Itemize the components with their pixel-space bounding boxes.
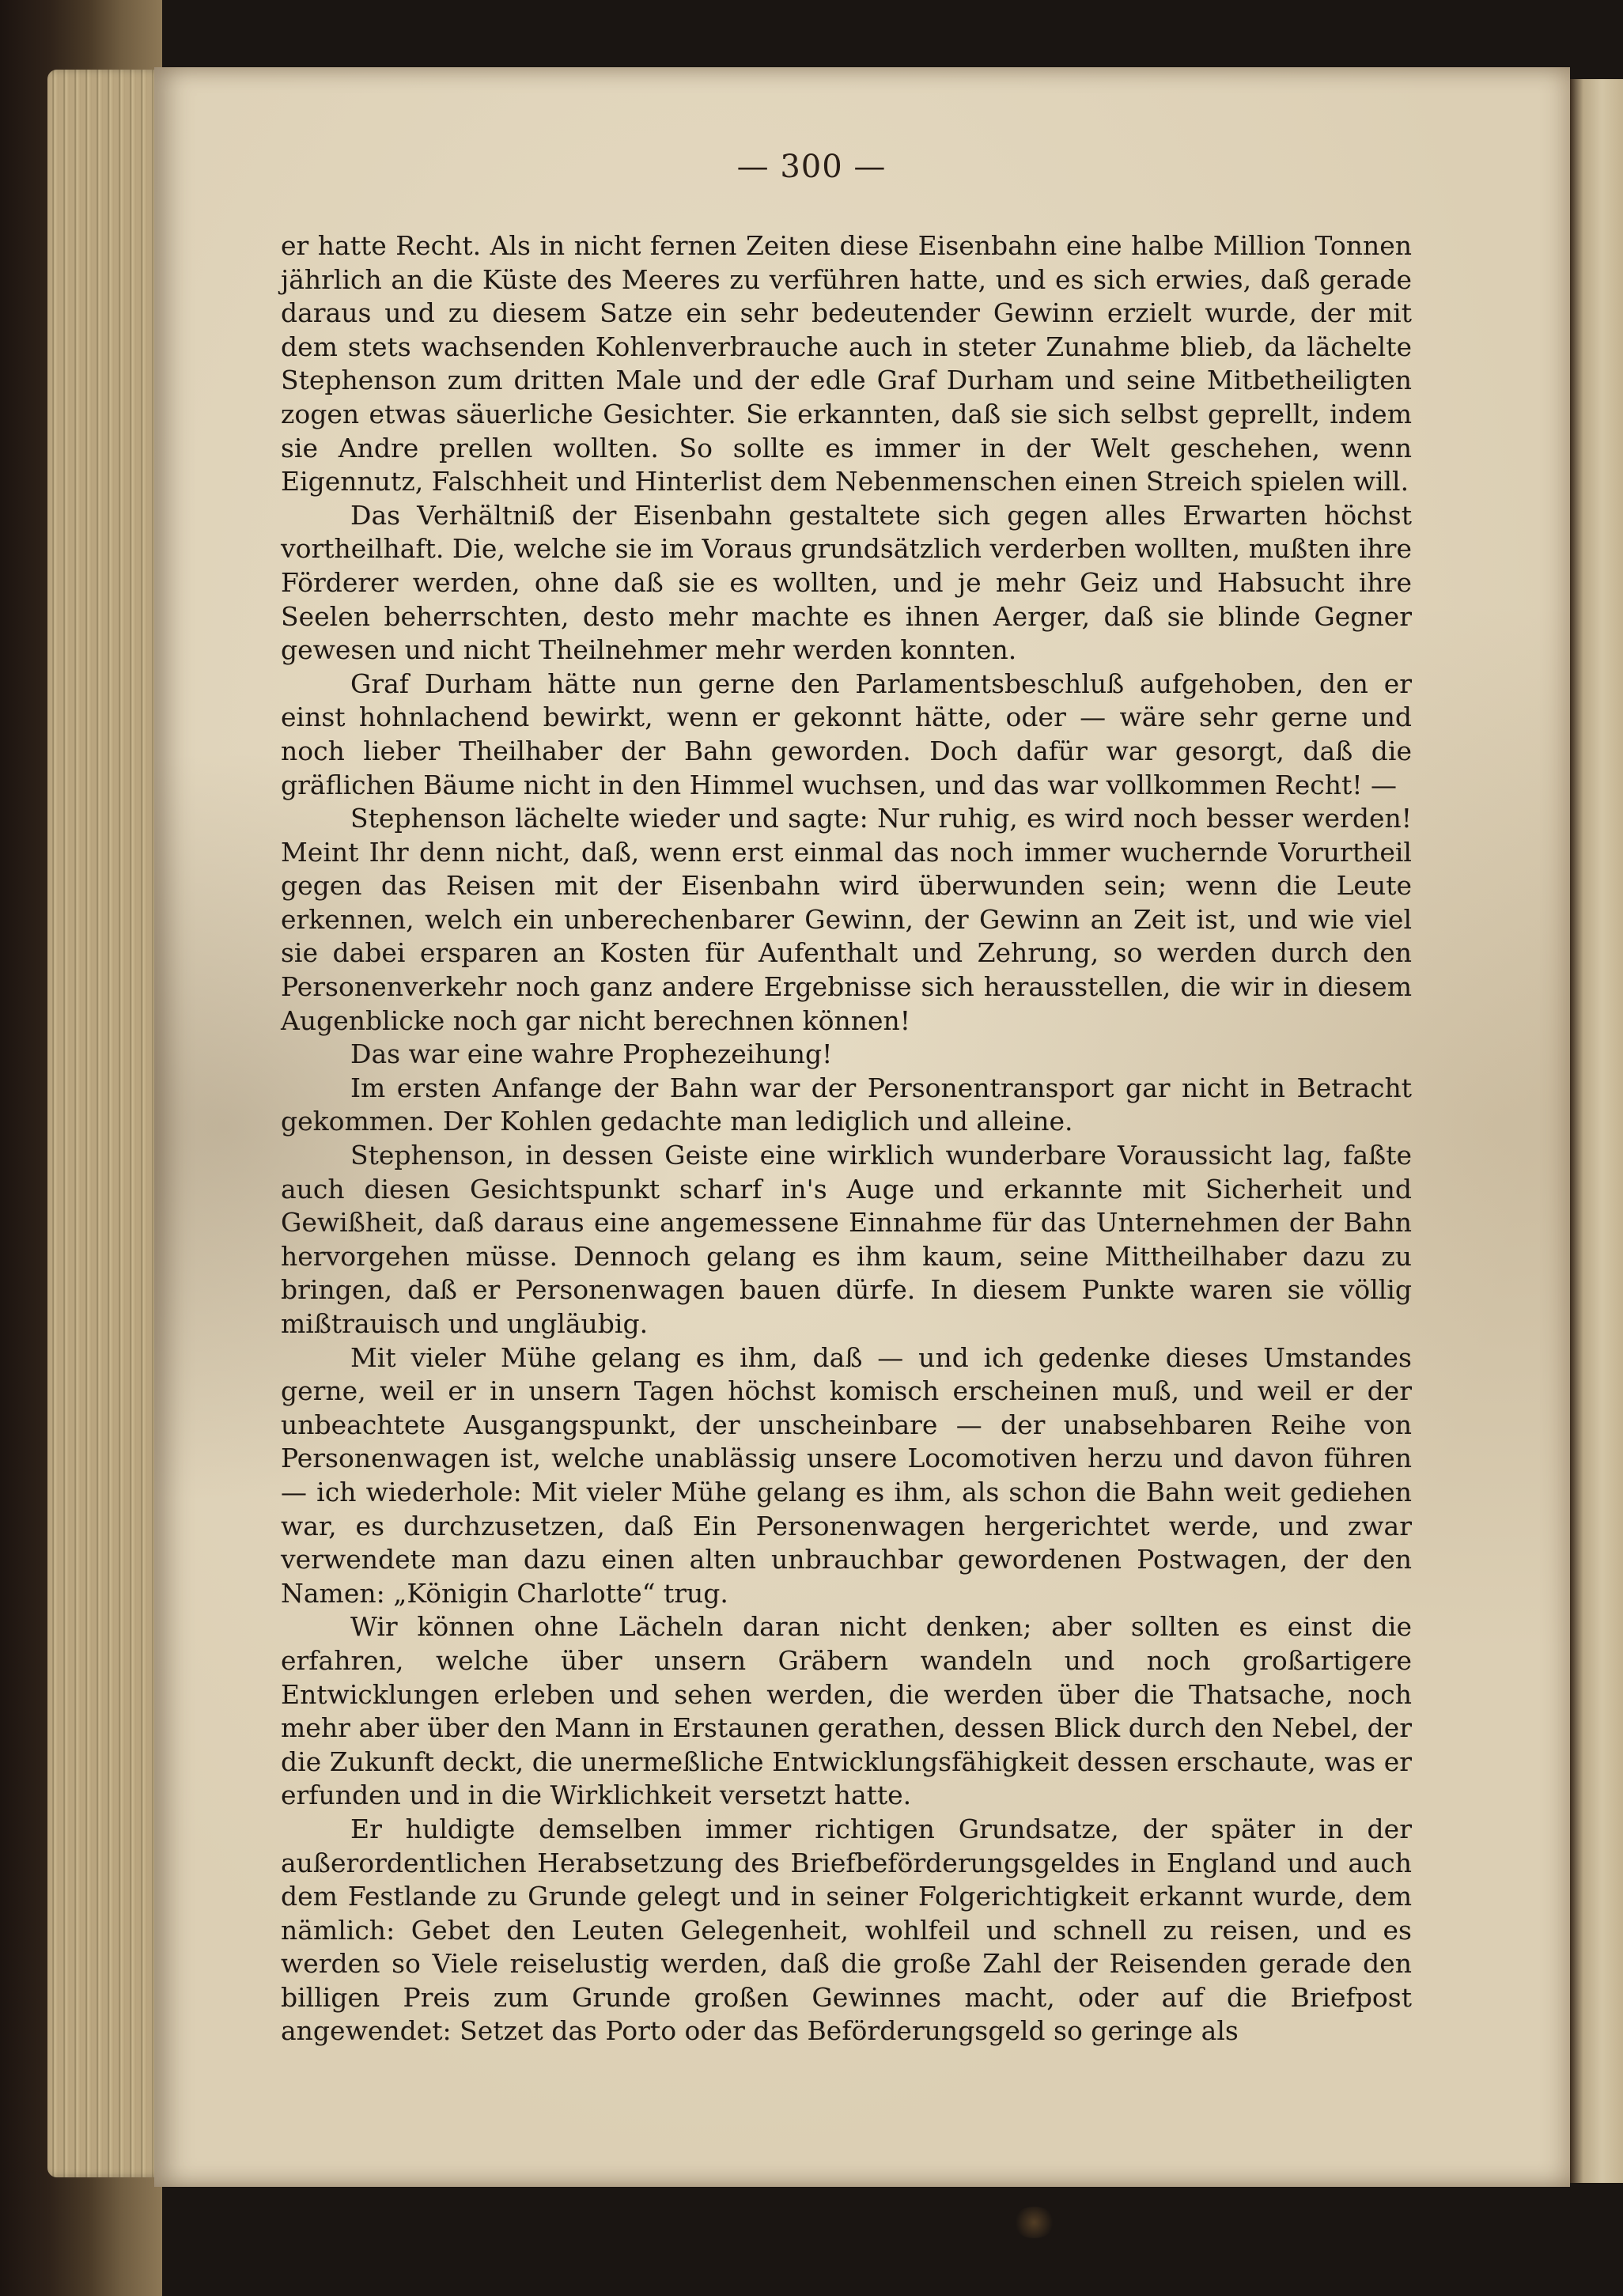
page-number: — 300 — <box>736 149 887 185</box>
page-stack-edge <box>47 70 166 2177</box>
body-text <box>281 229 1412 2048</box>
paragraph: Stephenson, in dessen Geiste eine wirklich wunderbare Voraussicht lag, faßte auch diesen Gesichtspunkt scharf in's Auge und erkannte mit Sicherheit und Gewißheit, daß daraus eine angemessene Einnahme für das Unternehmen der Bahn hervorgehen müsse. Dennoch gelang es ihm kaum, seine Mittheilhaber dazu zu bringen, daß er Personenwagen bauen dürfe. In diesem Punkte waren sie völlig mißtrauisch und ungläubig. <box>281 1140 1412 1339</box>
paragraph: Das Verhältniß der Eisenbahn gestaltete sich gegen alles Erwarten höchst vortheilhaft. Die, welche sie im Voraus grundsätzlich verderben wollten, mußten ihre Förderer werden, ohne daß sie es wollten, und je mehr Geiz und Habsucht ihre Seelen beherrschten, desto mehr machte es ihnen Aerger, daß sie blinde Gegner gewesen und nicht Theilnehmer mehr werden konnten. <box>281 499 1412 666</box>
paper-stain <box>1012 2207 1056 2238</box>
paragraph: Das war eine wahre Prophezeihung! <box>350 1038 833 1070</box>
paragraph: er hatte Recht. Als in nicht fernen Zeiten diese Eisenbahn eine halbe Million Tonnen jährlich an die Küste des Meeres zu verführen hatte, und es sich erwies, daß gerade daraus und zu diesem Satze ein sehr bedeutender Gewinn erzielt wurde, der mit dem stets wachsenden Kohlenverbrauche auch in steter Zunahme blieb, da lächelte Stephenson zum dritten Male und der edle Graf Durham und seine Mitbetheiligten zogen etwas säuerliche Gesichter. Sie erkannten, daß sie sich selbst geprellt, indem sie Andre prellen wollten. So sollte es immer in der Welt geschehen, wenn Eigennutz, Falschheit und Hinterlist dem Nebenmenschen einen Streich spielen will. <box>281 230 1412 497</box>
paragraph: Stephenson lächelte wieder und sagte: Nur ruhig, es wird noch besser werden! Meint Ihr denn nicht, daß, wenn erst einmal das noch immer wuchernde Vorurtheil gegen das Reisen mit der Eisenbahn wird überwunden sein; wenn die Leute erkennen, welch ein unberechenbarer Gewinn, der Gewinn an Zeit ist, und wie viel sie dabei ersparen an Kosten für Aufenthalt und Zehrung, so werden durch den Personenverkehr noch ganz andere Ergebnisse sich herausstellen, die wir in diesem Augenblicke noch gar nicht berechnen können! <box>281 803 1412 1036</box>
paragraph: Mit vieler Mühe gelang es ihm, daß — und ich gedenke dieses Umstandes gerne, weil er in unsern Tagen höchst komisch erscheinen muß, und weil er der unbeachtete Ausgangspunkt, der unscheinbare — der unabsehbaren Reihe von Personenwagen ist, welche unablässig unsere Locomotiven herzu und davon führen — ich wiederhole: Mit vieler Mühe gelang es ihm, als schon die Bahn weit gediehen war, es durchzusetzen, daß Ein Personenwagen hergerichtet werde, und zwar verwendete man dazu einen alten unbrauchbar gewordenen Postwagen, der den Namen: „Königin Charlotte“ trug. <box>281 1341 1412 1609</box>
paragraph: Er huldigte demselben immer richtigen Grundsatze, der später in der außerordentlichen Herabsetzung des Briefbeförderungsgeldes in England und auch dem Festlande zu Grunde gelegt und in seiner Folgerichtigkeit erkannt wurde, dem nämlich: Gebet den Leuten Gelegenheit, wohlfeil und schnell zu reisen, und es werden so Viele reiselustig werden, daß die große Zahl der Reisenden gerade den billigen Preis zum Grunde großen Gewinnes macht, oder auf die Briefpost angewendet: Setzet das Porto oder das Beförderungsgeld so geringe als <box>281 1813 1412 2047</box>
paragraph: Graf Durham hätte nun gerne den Parlamentsbeschluß aufgehoben, den er einst hohnlachend bewirkt, wenn er gekonnt hätte, oder — wäre sehr gerne und noch lieber Theilhaber der Bahn geworden. Doch dafür war gesorgt, daß die gräflichen Bäume nicht in den Himmel wuchsen, und das war vollkommen Recht! — <box>281 668 1412 800</box>
facing-page-edge <box>1570 79 1623 2183</box>
paragraph: Im ersten Anfange der Bahn war der Personentransport gar nicht in Betracht gekommen. Der Kohlen gedachte man lediglich und alleine. <box>281 1072 1412 1137</box>
paragraph: Wir können ohne Lächeln daran nicht denken; aber sollten es einst die erfahren, welche über unsern Gräbern wandeln und noch großartigere Entwicklungen erleben und sehen werden, die werden über die Thatsache, noch mehr aber über den Mann in Erstaunen gerathen, dessen Blick durch den Nebel, der die Zukunft deckt, die unermeßliche Entwicklungsfähigkeit dessen erschaute, was er erfunden und in die Wirklichkeit versetzt hatte. <box>281 1611 1412 1811</box>
